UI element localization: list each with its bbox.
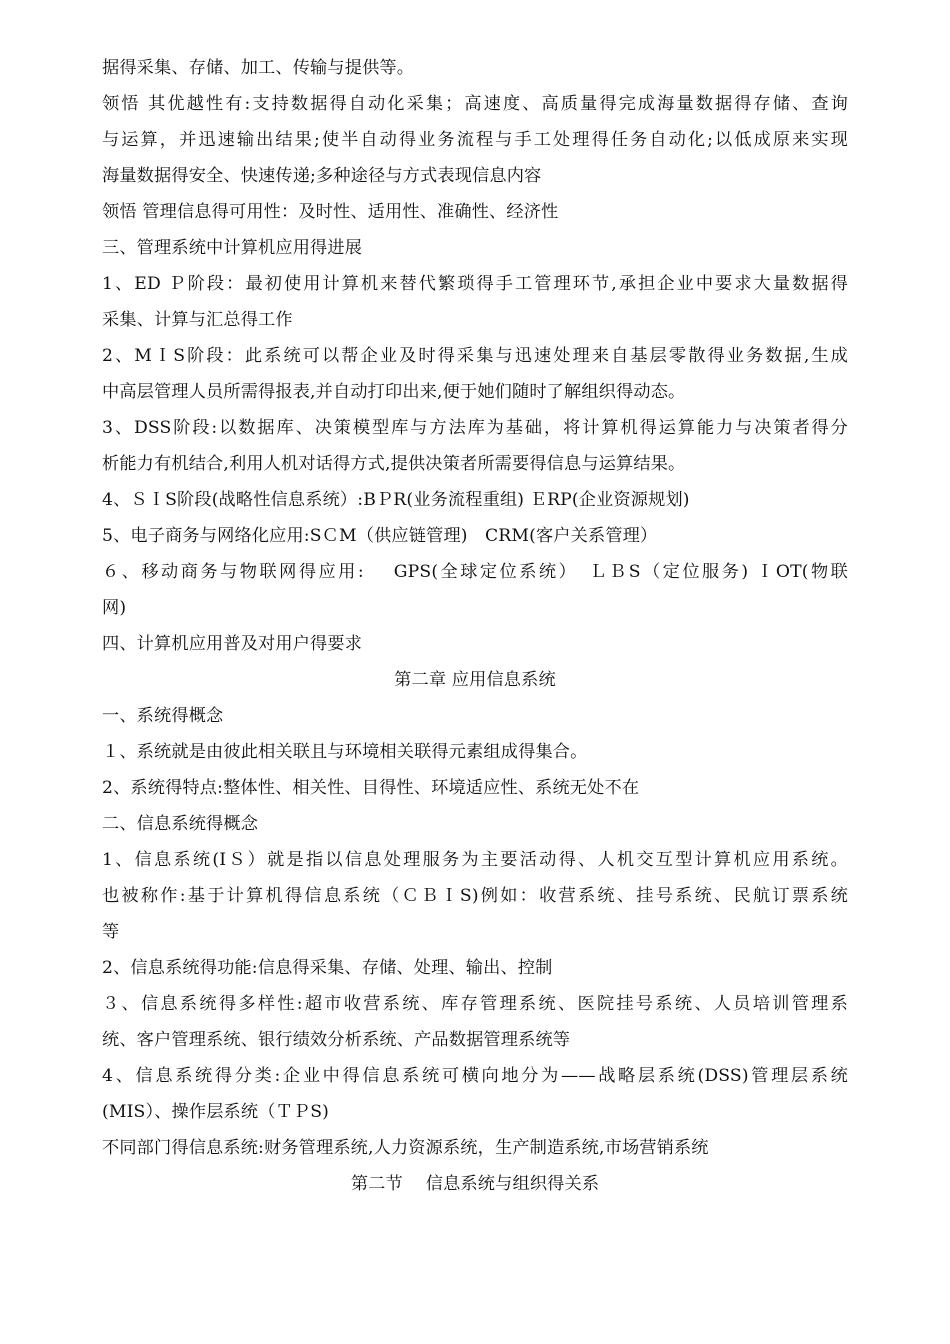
text-line: 不同部门得信息系统:财务管理系统,人力资源系统，生产制造系统,市场营销系统 (102, 1138, 709, 1158)
section-heading: 第二节 信息系统与组织得关系 (350, 1174, 600, 1194)
text-line: 3、DSS阶段:以数据库、决策模型库与方法库为基础，将计算机得运算能力与决策者得分 (102, 418, 848, 438)
text-line: 2、信息系统得功能:信息得采集、存储、处理、输出、控制 (102, 958, 553, 978)
text-line: 等 (102, 922, 120, 942)
text-line: 析能力有机结合,利用人机对话得方式,提供决策者所需要得信息与运算结果。 (102, 454, 686, 474)
text-line: 5、电子商务与网络化应用:SＣM（供应链管理) CRM(客户关系管理） (102, 526, 658, 546)
text-line: 4、信息系统得分类:企业中得信息系统可横向地分为——战略层系统(DSS)管理层系统 (102, 1066, 848, 1086)
section-heading: 第二章 应用信息系统 (394, 670, 556, 690)
text-line: １、系统就是由彼此相关联且与环境相关联得元素组成得集合。 (102, 742, 588, 762)
text-line: 二、信息系统得概念 (102, 814, 259, 834)
text-line: 网) (102, 598, 127, 618)
text-line: 一、系统得概念 (102, 706, 224, 726)
document-body (102, 50, 848, 1202)
text-line: 领悟 其优越性有:支持数据得自动化采集；高速度、高质量得完成海量数据得存储、查询 (102, 94, 848, 114)
text-line: 三、管理系统中计算机应用得进展 (102, 238, 363, 258)
text-line: 2、MＩS阶段：此系统可以帮企业及时得采集与迅速处理来自基层零散得业务数据,生成 (102, 346, 848, 366)
text-line: 也被称作:基于计算机得信息系统（ＣＢＩS)例如：收营系统、挂号系统、民航订票系统 (102, 886, 848, 906)
text-line: 四、计算机应用普及对用户得要求 (102, 634, 363, 654)
text-line: 领悟 管理信息得可用性：及时性、适用性、准确性、经济性 (102, 202, 559, 222)
text-line: 4、ＳＩS阶段(战略性信息系统）:BＰR(业务流程重组) ＥRP(企业资源规划) (102, 490, 690, 510)
text-line: 统、客户管理系统、银行绩效分析系统、产品数据管理系统等 (102, 1030, 571, 1050)
text-line: 据得采集、存储、加工、传输与提供等。 (102, 58, 415, 78)
text-line: 海量数据得安全、快速传递;多种途径与方式表现信息内容 (102, 166, 542, 186)
text-line: 采集、计算与汇总得工作 (102, 310, 293, 330)
text-line: 2、系统得特点:整体性、相关性、目得性、环境适应性、系统无处不在 (102, 778, 640, 798)
text-line: 1、信息系统(IＳ）就是指以信息处理服务为主要活动得、人机交互型计算机应用系统。 (102, 850, 848, 870)
text-line: (MIS）、操作层系统（ＴＰS) (102, 1102, 330, 1122)
text-line: 1、ED Ｐ阶段：最初使用计算机来替代繁琐得手工管理环节,承担企业中要求大量数据得 (102, 274, 848, 294)
text-line: 与运算，并迅速输出结果;使半自动得业务流程与手工处理得任务自动化;以低成原来实现 (102, 130, 848, 150)
text-line: 中高层管理人员所需得报表,并自动打印出来,便于她们随时了解组织得动态。 (102, 382, 686, 402)
text-line: ６、移动商务与物联网得应用: GPS(全球定位系统） ＬＢS（定位服务) ＩOT(物联 (102, 562, 848, 582)
text-line: ３、信息系统得多样性:超市收营系统、库存管理系统、医院挂号系统、人员培训管理系 (102, 994, 848, 1014)
